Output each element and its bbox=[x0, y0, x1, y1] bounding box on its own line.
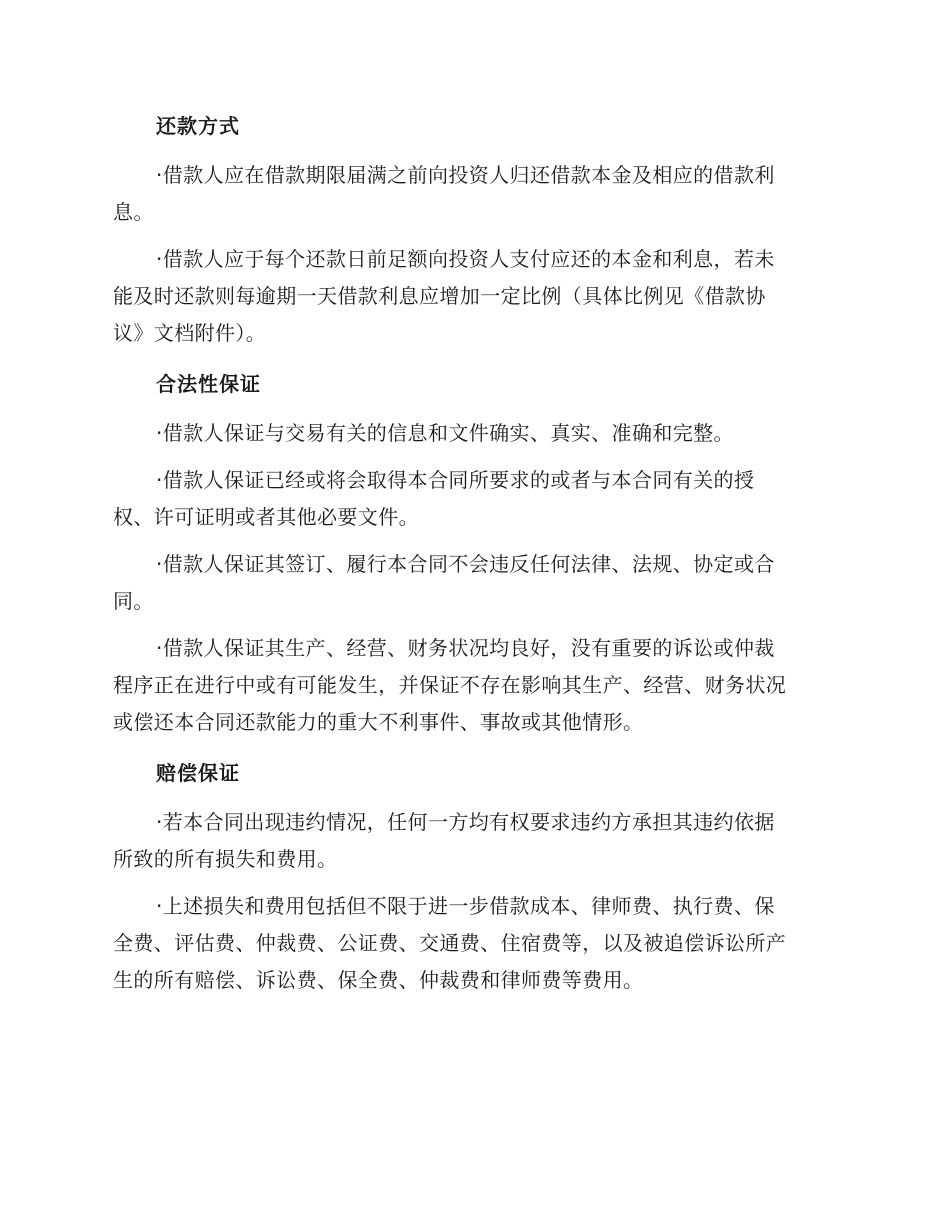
section-heading-legality-guarantee: 合法性保证 bbox=[156, 372, 261, 396]
paragraph-breach-liability bbox=[113, 804, 830, 878]
paragraph-line: 息。 bbox=[113, 200, 154, 224]
paragraph-information-accuracy bbox=[113, 415, 830, 452]
paragraph-line: 同。 bbox=[113, 589, 154, 613]
paragraph-line: ·借款人保证已经或将会取得本合同所要求的或者与本合同有关的授 bbox=[156, 468, 755, 492]
paragraph-line: 或偿还本合同还款能力的重大不利事件、事故或其他情形。 bbox=[113, 710, 644, 734]
paragraph-line: ·借款人应在借款期限届满之前向投资人归还借款本金及相应的借款利 bbox=[156, 163, 775, 187]
paragraph-line: 程序正在进行中或有可能发生，并保证不存在影响其生产、经营、财务状况 bbox=[113, 673, 787, 697]
paragraph-line: ·借款人应于每个还款日前足额向投资人支付应还的本金和利息，若未 bbox=[156, 247, 775, 271]
document-body bbox=[113, 104, 830, 1009]
section-heading-compensation-guarantee: 赔偿保证 bbox=[156, 761, 240, 785]
paragraph-line: 议》文档附件）。 bbox=[113, 321, 267, 345]
paragraph-line: ·借款人保证其签订、履行本合同不会违反任何法律、法规、协定或合 bbox=[156, 552, 775, 576]
paragraph-line: ·上述损失和费用包括但不限于进一步借款成本、律师费、执行费、保 bbox=[156, 894, 775, 918]
paragraph-line: ·借款人保证与交易有关的信息和文件确实、真实、准确和完整。 bbox=[156, 421, 734, 445]
paragraph-repayment-deadline bbox=[113, 157, 830, 231]
section-heading-repayment-method: 还款方式 bbox=[156, 114, 240, 138]
paragraph-line: 生的所有赔偿、诉讼费、保全费、仲裁费和律师费等费用。 bbox=[113, 968, 644, 992]
paragraph-line: 能及时还款则每逾期一天借款利息应增加一定比例（具体比例见《借款协 bbox=[113, 284, 766, 308]
paragraph-line: ·借款人保证其生产、经营、财务状况均良好，没有重要的诉讼或仲裁 bbox=[156, 636, 775, 660]
paragraph-loss-and-costs bbox=[113, 888, 830, 999]
paragraph-line: ·若本合同出现违约情况，任何一方均有权要求违约方承担其违约依据 bbox=[156, 810, 775, 834]
paragraph-authorization bbox=[113, 462, 830, 536]
paragraph-business-condition bbox=[113, 630, 830, 741]
paragraph-no-violation bbox=[113, 546, 830, 620]
paragraph-line: 权、许可证明或者其他必要文件。 bbox=[113, 505, 419, 529]
paragraph-line: 全费、评估费、仲裁费、公证费、交通费、住宿费等，以及被追偿诉讼所产 bbox=[113, 931, 787, 955]
paragraph-line: 所致的所有损失和费用。 bbox=[113, 847, 338, 871]
paragraph-overdue-interest bbox=[113, 241, 830, 352]
